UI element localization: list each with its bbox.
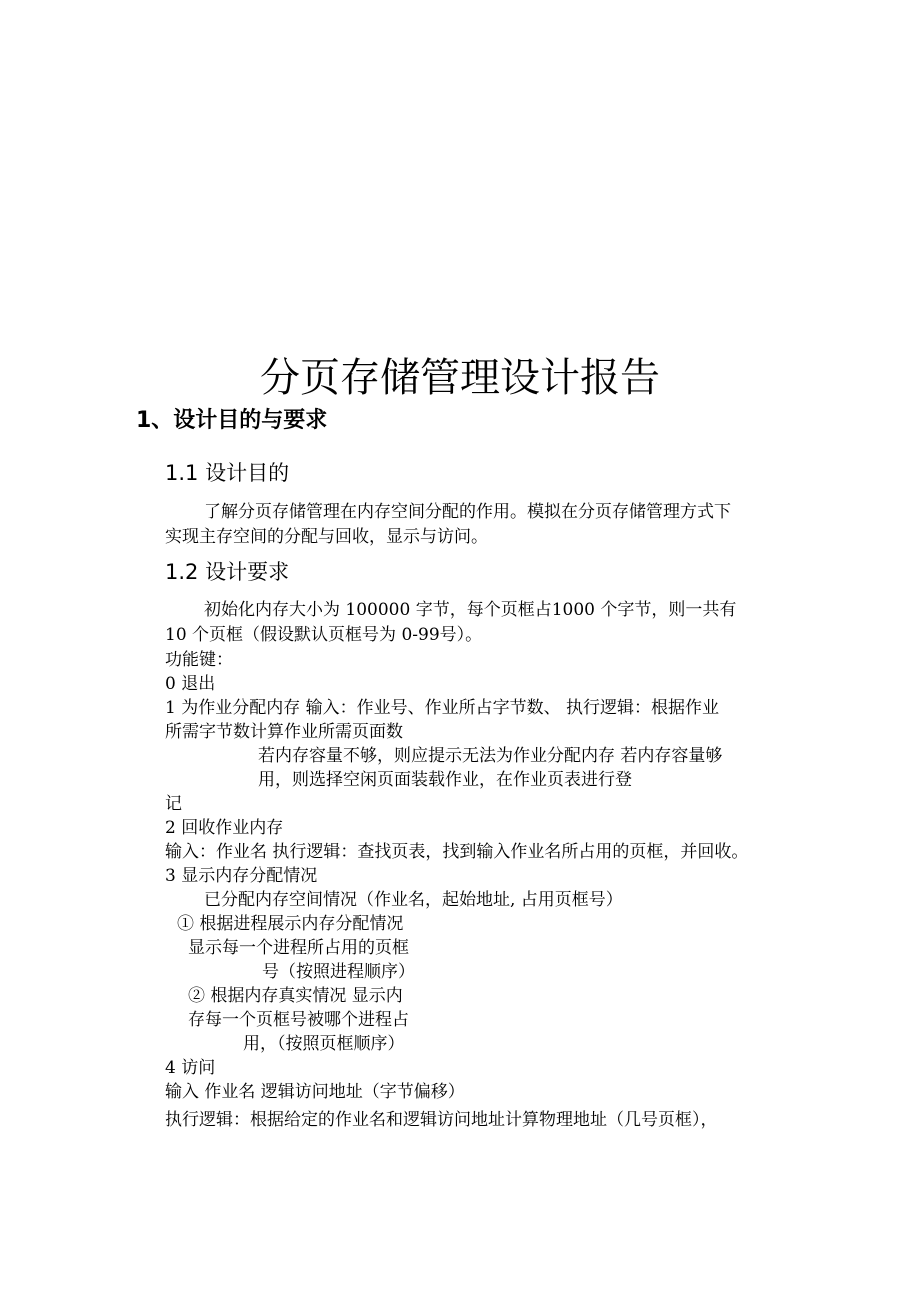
key-4-input: 输入 作业名 逻辑访问地址（字节偏移） <box>165 1082 465 1102</box>
key-3-item-2-line-3: 用，（按照页框顺序） <box>243 1034 405 1054</box>
key-2-detail: 输入：作业名 执行逻辑：查找页表，找到输入作业名所占用的页框，并回收。 <box>165 842 749 862</box>
subsection-heading-1-1: 1.1 设计目的 <box>165 461 290 485</box>
function-keys-label: 功能键： <box>165 650 233 670</box>
key-3-item-2-line-2: 存每一个页框号被哪个进程占 <box>188 1010 409 1030</box>
key-1-line-2: 所需字节数计算作业所需页面数 <box>165 722 403 742</box>
section-heading-1: 1、设计目的与要求 <box>136 408 328 433</box>
subsection-heading-1-2: 1.2 设计要求 <box>165 560 290 584</box>
purpose-text-line-2: 实现主存空间的分配与回收，显示与访问。 <box>165 527 488 547</box>
key-4-logic: 执行逻辑：根据给定的作业名和逻辑访问地址计算物理地址（几号页框）， <box>165 1110 718 1130</box>
key-1-line-5: 记 <box>165 794 182 814</box>
key-3-line-1: 已分配内存空间情况（作业名，起始地址, 占用页框号） <box>204 890 623 910</box>
document-title: 分页存储管理设计报告 <box>260 355 660 401</box>
requirement-text-line-1: 初始化内存大小为 100000 字节，每个页框占1000 个字节，则一共有 <box>204 600 737 620</box>
key-3-item-1-line-3: 号（按照进程顺序） <box>262 962 415 982</box>
key-1-line-4: 用，则选择空闲页面装载作业，在作业页表进行登 <box>258 770 632 790</box>
purpose-text-line-1: 了解分页存储管理在内存空间分配的作用。模拟在分页存储管理方式下 <box>204 502 731 522</box>
key-2-reclaim: 2 回收作业内存 <box>165 818 284 838</box>
key-3-item-2-line-1: ② 根据内存真实情况 显示内 <box>188 986 403 1006</box>
key-4-access: 4 访问 <box>165 1058 216 1078</box>
key-3-item-1-line-1: ① 根据进程展示内存分配情况 <box>177 914 404 934</box>
key-1-line-1: 1 为作业分配内存 输入：作业号、作业所占字节数、 执行逻辑：根据作业 <box>165 698 720 718</box>
key-3-item-1-line-2: 显示每一个进程所占用的页框 <box>188 938 409 958</box>
key-0-exit: 0 退出 <box>165 674 216 694</box>
key-1-line-3: 若内存容量不够，则应提示无法为作业分配内存 若内存容量够 <box>258 746 723 766</box>
key-3-display: 3 显示内存分配情况 <box>165 866 318 886</box>
requirement-text-line-2: 10 个页框（假设默认页框号为 0-99号）。 <box>165 625 483 645</box>
